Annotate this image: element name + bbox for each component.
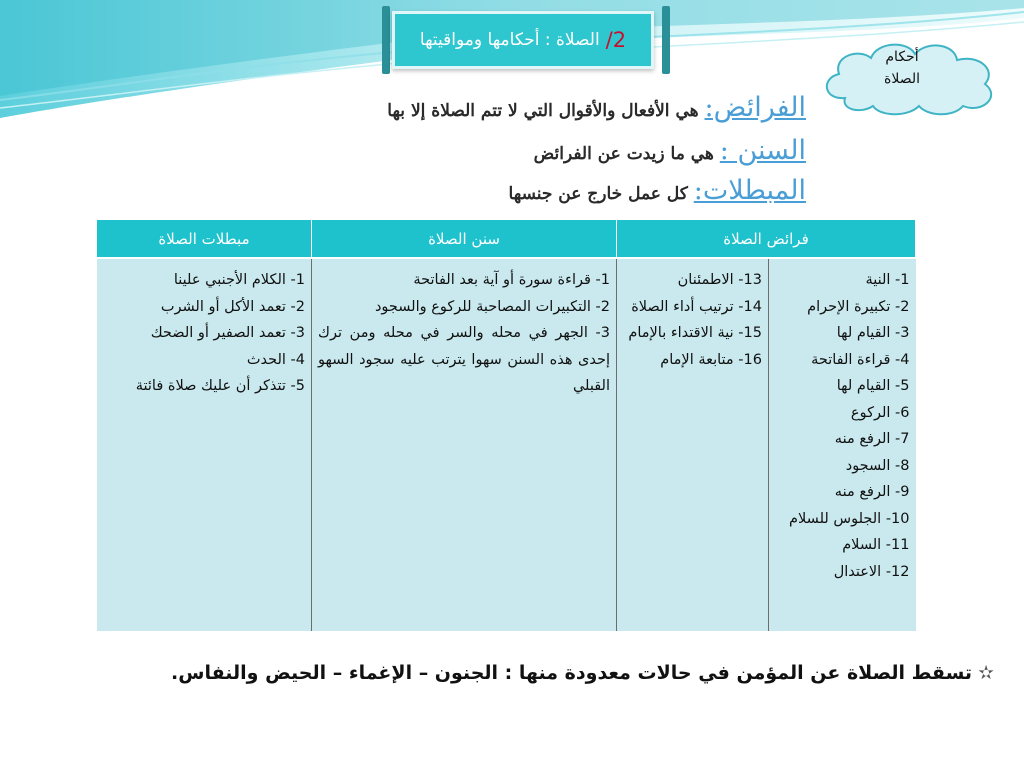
definition-faraid	[387, 92, 806, 123]
list-item: 3- القيام لها	[836, 325, 910, 341]
cloud-label-line2: الصلاة	[884, 71, 920, 87]
cloud-label	[840, 46, 964, 90]
definition-term: الفرائض:	[704, 92, 806, 123]
list-item: 7- الرفع منه	[834, 431, 910, 447]
list-item: 2- التكبيرات المصاحبة للركوع والسجود	[374, 298, 610, 315]
list-item: 8- السجود	[845, 457, 910, 474]
cloud-label-line1: أحكام	[885, 49, 919, 65]
header-sunan: سنن الصلاة	[312, 220, 617, 259]
definition-desc: هي ما زيدت عن الفرائض	[533, 144, 720, 164]
list-item: 16- متابعة الإمام	[660, 351, 762, 368]
prayer-rulings-table	[96, 219, 916, 631]
header-faraid: فرائض الصلاة	[617, 220, 916, 259]
slide-title-text: الصلاة : أحكامها ومواقيتها	[419, 30, 600, 50]
star-icon: ✫	[978, 662, 994, 684]
bottom-note	[171, 662, 994, 684]
table-body-row	[97, 258, 916, 631]
list-item: 5- تتذكر أن عليك صلاة فائتة	[135, 378, 305, 394]
definition-sunan	[534, 135, 806, 166]
slide-title-number: 2/	[605, 28, 627, 52]
title-frame-left-bar	[382, 6, 390, 74]
definition-term: السنن :	[719, 135, 806, 166]
list-item: 14- ترتيب أداء الصلاة	[631, 298, 762, 315]
list-item: 3- الجهر في محله والسر في محله ومن ترك إحدى هذه السنن سهوا يترتب عليه سجود السهو القبلي	[318, 325, 610, 394]
list-item: 1- قراءة سورة أو آية بعد الفاتحة	[413, 272, 610, 288]
table-header-row	[97, 220, 916, 259]
slide-title-frame	[382, 6, 670, 74]
list-item: 3- تعمد الصفير أو الضحك	[150, 325, 305, 341]
list-item: 10- الجلوس للسلام	[789, 510, 910, 527]
list-item: 5- القيام لها	[836, 378, 910, 394]
faraid-column-2	[617, 258, 769, 631]
list-item: 13- الاطمئنان	[677, 272, 762, 288]
slide-title-box	[392, 11, 654, 69]
list-item: 2- تكبيرة الإحرام	[807, 298, 910, 315]
list-item: 11- السلام	[842, 537, 910, 553]
list-item: 15- نية الاقتداء بالإمام	[628, 325, 762, 341]
definition-desc: هي الأفعال والأقوال التي لا تتم الصلاة إلا بها	[387, 101, 705, 121]
definition-term: المبطلات:	[693, 175, 806, 206]
list-item: 9- الرفع منه	[834, 484, 910, 500]
faraid-column-1	[769, 258, 916, 631]
list-item: 1- النية	[865, 272, 910, 288]
list-item: 4- الحدث	[246, 351, 305, 368]
mubtilat-column	[97, 258, 312, 631]
list-item: 2- تعمد الأكل أو الشرب	[160, 298, 305, 315]
list-item: 4- قراءة الفاتحة	[811, 351, 910, 368]
definition-desc: كل عمل خارج عن جنسها	[508, 184, 694, 204]
sunan-column	[312, 258, 617, 631]
list-item: 12- الاعتدال	[833, 563, 910, 580]
header-mubtilat: مبطلات الصلاة	[97, 220, 312, 259]
definition-mubtilat	[509, 175, 806, 206]
bottom-note-text: تسقط الصلاة عن المؤمن في حالات معدودة منها : الجنون – الإغماء – الحيض والنفاس.	[171, 662, 973, 684]
title-frame-right-bar	[662, 6, 670, 74]
list-item: 1- الكلام الأجنبي علينا	[173, 272, 305, 288]
list-item: 6- الركوع	[850, 404, 910, 421]
